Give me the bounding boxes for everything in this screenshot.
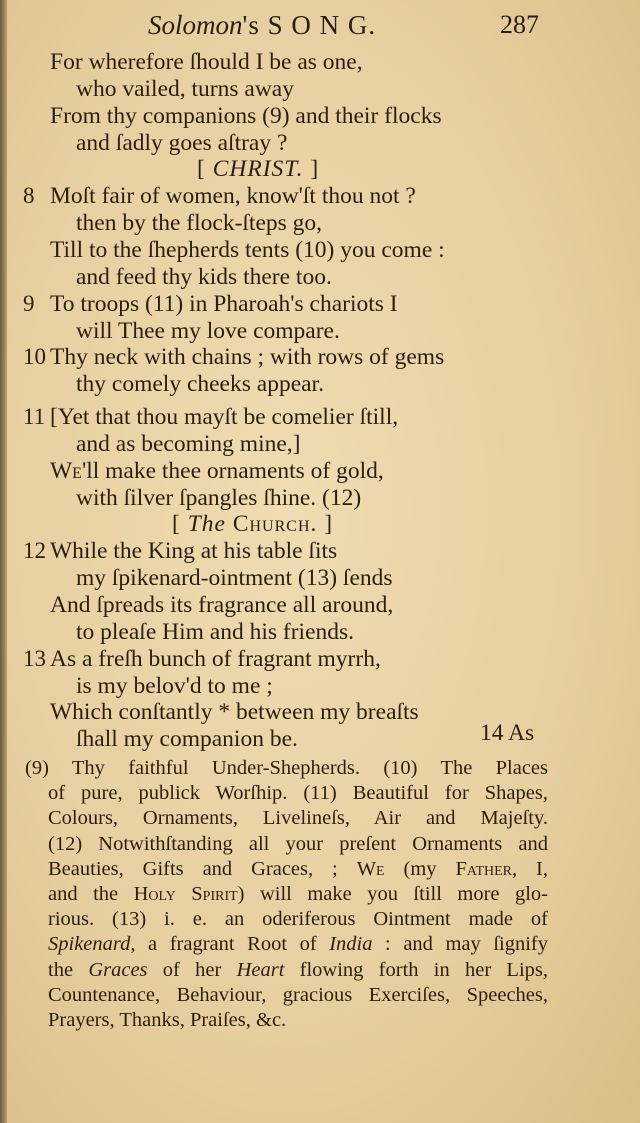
text-segment: , I, [512, 857, 549, 880]
verse-line [76, 371, 324, 397]
text-segment: Thy neck with chains ; with rows of gems [50, 344, 445, 371]
text-segment: Holy Spirit [133, 883, 238, 905]
text-segment: For wherefore ſhould I be as one, [50, 49, 363, 75]
text-segment: the [48, 958, 89, 981]
verse-line [50, 592, 393, 618]
text-segment: ) will make you ſtill more glo- [237, 883, 549, 905]
verse-line [76, 130, 287, 156]
verse-number: 9 [23, 290, 35, 316]
verse-line [50, 646, 381, 672]
verse-line [76, 318, 340, 344]
title-rest: 's S O N G. [242, 10, 377, 40]
text-segment: Father [455, 857, 512, 880]
verse-line [50, 49, 363, 75]
running-title [148, 10, 376, 41]
footnote-line [48, 983, 548, 1007]
text-segment: (12) Notwithſtanding all your preſent Ornaments and [48, 832, 548, 855]
footnote-line [48, 958, 548, 982]
text-segment: [ [197, 156, 213, 183]
text-segment: ] [303, 156, 320, 183]
text-segment: rious. (13) i. e. an oderiferous Ointment made of [48, 908, 548, 931]
verse-number: 8 [23, 183, 35, 209]
text-segment: of pure, publick Worſhip. (11) Beautiful for Shapes, [48, 782, 548, 805]
text-segment: and the [48, 883, 134, 905]
text-segment: Prayers, Thanks, Praiſes, &c. [48, 1009, 287, 1031]
footnote-line [48, 781, 548, 805]
verse-line [50, 404, 398, 430]
title-italic: Solomon [148, 10, 243, 40]
book-gutter [0, 0, 7, 1123]
verse-line [76, 210, 322, 236]
verse-line [76, 619, 354, 645]
text-segment: And ſpreads its fragrance all around, [50, 592, 394, 618]
text-segment: As a freſh bunch of fragrant myrrh, [50, 645, 381, 672]
text-segment: While the King at his table ſits [50, 538, 338, 565]
text-segment: Moſt fair of women, know'ſt thou not ? [50, 183, 416, 210]
footnote-line [48, 806, 548, 830]
text-segment: then by the flock-ſteps go, [76, 210, 323, 237]
page-number: 287 [500, 10, 539, 39]
verse-number: 11 [23, 404, 46, 430]
speaker-heading [197, 156, 319, 182]
text-segment: Till to the ſhepherds tents (10) you come : [50, 236, 445, 263]
verse-line [50, 538, 337, 564]
text-segment: Graces [88, 958, 148, 981]
text-segment: From thy companions (9) and their flocks [50, 102, 442, 129]
text-segment: who vailed, turns away [76, 75, 294, 102]
verse-line [76, 76, 294, 102]
text-segment: We [50, 457, 82, 484]
speaker-heading [172, 511, 333, 537]
text-segment: with ſilver ſpangles ſhine. (12) [76, 484, 362, 511]
verse-line [50, 458, 384, 484]
text-segment: and ſadly goes aſtray ? [76, 129, 288, 156]
text-segment: (9) Thy faithful Under-Shepherds. (10) The Places [25, 757, 548, 779]
text-segment: India [329, 933, 373, 956]
text-segment: Countenance, Behaviour, gracious Exerciſes, Speeches, [48, 983, 548, 1006]
text-segment: To troops (11) in Pharoah's chariots I [50, 290, 398, 317]
verse-line [50, 103, 442, 129]
text-segment: [ [172, 511, 188, 538]
running-header [0, 6, 640, 42]
text-segment: Colours, Ornaments, Livelineſs, Air and Majeſty. [48, 807, 548, 830]
text-segment: , a fragrant Root of [130, 933, 330, 956]
verse-number: 13 [23, 645, 46, 671]
text-segment: and feed thy kids there too. [76, 263, 332, 290]
text-segment: thy comely cheeks appear. [76, 371, 324, 398]
verse-line [76, 565, 393, 591]
text-segment: will Thee my love compare. [76, 317, 340, 344]
verse-line [76, 264, 332, 290]
text-segment: We [356, 857, 385, 880]
verse-line [50, 344, 444, 370]
verse-number: 10 [23, 344, 46, 370]
text-segment: [Yet that thou mayſt be comelier ſtill, [50, 404, 399, 431]
verse-line [50, 699, 419, 725]
text-segment: Beauties, Gifts and Graces, ; [48, 857, 357, 880]
text-segment: Heart [236, 958, 285, 981]
text-segment: CHRIST. [212, 156, 304, 183]
verse-line [50, 237, 445, 263]
text-segment: (my [384, 857, 456, 880]
text-segment: Which conſtantly * between my breaſts [50, 699, 419, 726]
verse-line [50, 291, 398, 317]
text-segment: ] [317, 511, 334, 538]
footnote-line [48, 907, 548, 931]
footnote-line [25, 756, 548, 780]
text-segment: to pleaſe Him and his friends. [76, 618, 355, 645]
text-segment: and as becoming mine,] [76, 430, 301, 457]
text-segment: : and may ſignify [372, 933, 548, 956]
text-segment: of her [147, 958, 237, 981]
text-segment: Spikenard [48, 933, 131, 956]
footnote-line [48, 882, 548, 906]
verse-line [76, 485, 361, 511]
verse-line [50, 183, 416, 209]
verse-line [76, 726, 298, 752]
catchword: 14 As [480, 720, 535, 746]
text-segment: my ſpikenard-ointment (13) ſends [76, 565, 393, 592]
text-segment: flowing forth in her Lips, [284, 958, 548, 981]
text-segment: is my belov'd to me ; [76, 672, 273, 699]
footnote-line [48, 832, 548, 856]
footnote-line [48, 1008, 286, 1032]
verse-line [76, 673, 273, 699]
text-segment: The [187, 511, 226, 538]
footnote-line [48, 857, 548, 881]
verse-number: 12 [23, 538, 46, 564]
footnote-line [48, 932, 548, 956]
text-segment: Church. [225, 511, 318, 538]
text-segment: 'll make thee ornaments of gold, [81, 457, 384, 484]
verse-line [76, 431, 301, 457]
text-segment: ſhall my companion be. [76, 726, 298, 753]
